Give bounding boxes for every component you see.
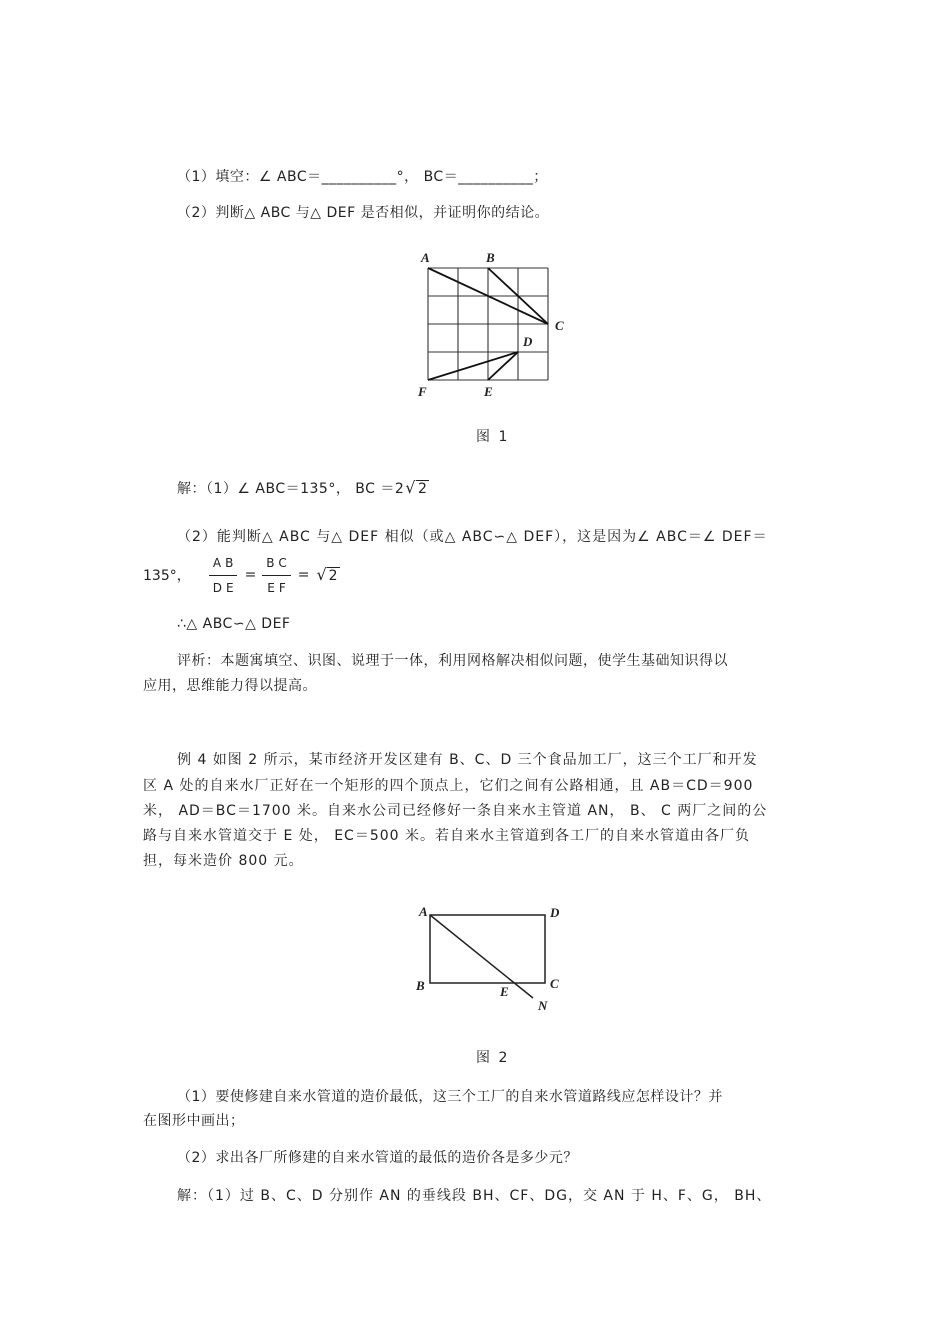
sqrt-expression bbox=[405, 478, 429, 498]
label-a: A bbox=[419, 904, 428, 919]
label-e: E bbox=[500, 984, 509, 999]
solution3-answer1 bbox=[177, 478, 429, 499]
fraction-ab-over-de bbox=[209, 555, 238, 596]
radical-sign: √ bbox=[405, 478, 416, 497]
label-c: C bbox=[550, 976, 559, 991]
label-b: B bbox=[486, 250, 495, 265]
label-b: B bbox=[416, 978, 425, 993]
equals-sign: = bbox=[297, 567, 310, 583]
radicand: 2 bbox=[418, 481, 428, 497]
sqrt-expression bbox=[316, 565, 339, 585]
label-a: A bbox=[421, 250, 430, 265]
solution3-answer2-line1: （2）能判断△ ABC 与△ DEF 相似（或△ ABC∽△ DEF），这是因为∠ ABC＝∠ DEF＝ bbox=[177, 529, 768, 545]
example4-line3: 米， AD＝BC＝1700 米。自来水公司已经修好一条自来水主管道 AN， B、 C 两厂之间的公 bbox=[143, 803, 768, 819]
label-c: C bbox=[555, 318, 564, 333]
label-d: D bbox=[550, 905, 560, 920]
radical-sign: √ bbox=[316, 565, 327, 584]
problem3-part1: （1）填空：∠ ABC＝__________°， BC＝__________； bbox=[177, 169, 548, 185]
pipe-an bbox=[430, 915, 533, 998]
example4-line5: 担，每米造价 800 元。 bbox=[143, 853, 304, 869]
answer1-text: 解：（1）∠ ABC＝135°， BC ＝2 bbox=[177, 481, 405, 497]
label-n: N bbox=[538, 998, 548, 1013]
fraction-numerator: AB bbox=[209, 555, 237, 576]
figure1-caption: 图 1 bbox=[476, 429, 510, 445]
example4-line1: 例 4 如图 2 所示，某市经济开发区建有 B、C、D 三个食品加工厂，这三个工厂和开发 bbox=[177, 752, 758, 768]
example4-line2: 区 A 处的自来水厂正好在一个矩形的四个顶点上，它们之间有公路相通，且 AB＝CD＝900 bbox=[143, 778, 754, 794]
ratio-equation bbox=[143, 550, 340, 600]
example4-line4: 路与自来水管道交于 E 处， EC＝500 米。若自来水主管道到各工厂的自来水管道由各厂负 bbox=[143, 828, 750, 844]
fraction-bc-over-ef bbox=[262, 555, 290, 596]
figure1-grid-diagram bbox=[400, 245, 580, 405]
rectangle-abcd bbox=[430, 915, 545, 983]
radicand: 2 bbox=[328, 568, 338, 584]
solution3-conclusion: ∴△ ABC∽△ DEF bbox=[177, 616, 291, 632]
equals-sign: = bbox=[244, 567, 257, 583]
segment-fd bbox=[428, 352, 518, 380]
example4-question1-line1: （1）要使修建自来水管道的造价最低，这三个工厂的自来水管道路线应怎样设计？并 bbox=[177, 1089, 723, 1105]
label-e: E bbox=[484, 384, 493, 399]
example4-question1-line2: 在图形中画出； bbox=[143, 1113, 245, 1129]
fraction-denominator: DE bbox=[212, 580, 238, 595]
label-d: D bbox=[523, 334, 533, 349]
problem3-part2: （2）判断△ ABC 与△ DEF 是否相似，并证明你的结论。 bbox=[177, 205, 550, 221]
figure2-rectangle-diagram bbox=[400, 895, 570, 1015]
commentary-line1: 评析：本题寓填空、识图、说理于一体，利用网格解决相似问题，使学生基础知识得以 bbox=[177, 653, 728, 669]
example4-solution-line1: 解：（1）过 B、C、D 分别作 AN 的垂线段 BH、CF、DG，交 AN 于 H、F、G， BH、 bbox=[177, 1188, 772, 1204]
fraction-numerator: BC bbox=[262, 555, 290, 576]
fraction-denominator: EF bbox=[267, 580, 290, 595]
angle-value: 135°， bbox=[143, 568, 191, 584]
label-f: F bbox=[418, 384, 427, 399]
example4-question2: （2）求出各厂所修建的自来水管道的最低的造价各是多少元？ bbox=[177, 1150, 578, 1166]
commentary-line2: 应用，思维能力得以提高。 bbox=[143, 678, 317, 694]
figure2-caption: 图 2 bbox=[476, 1050, 510, 1066]
